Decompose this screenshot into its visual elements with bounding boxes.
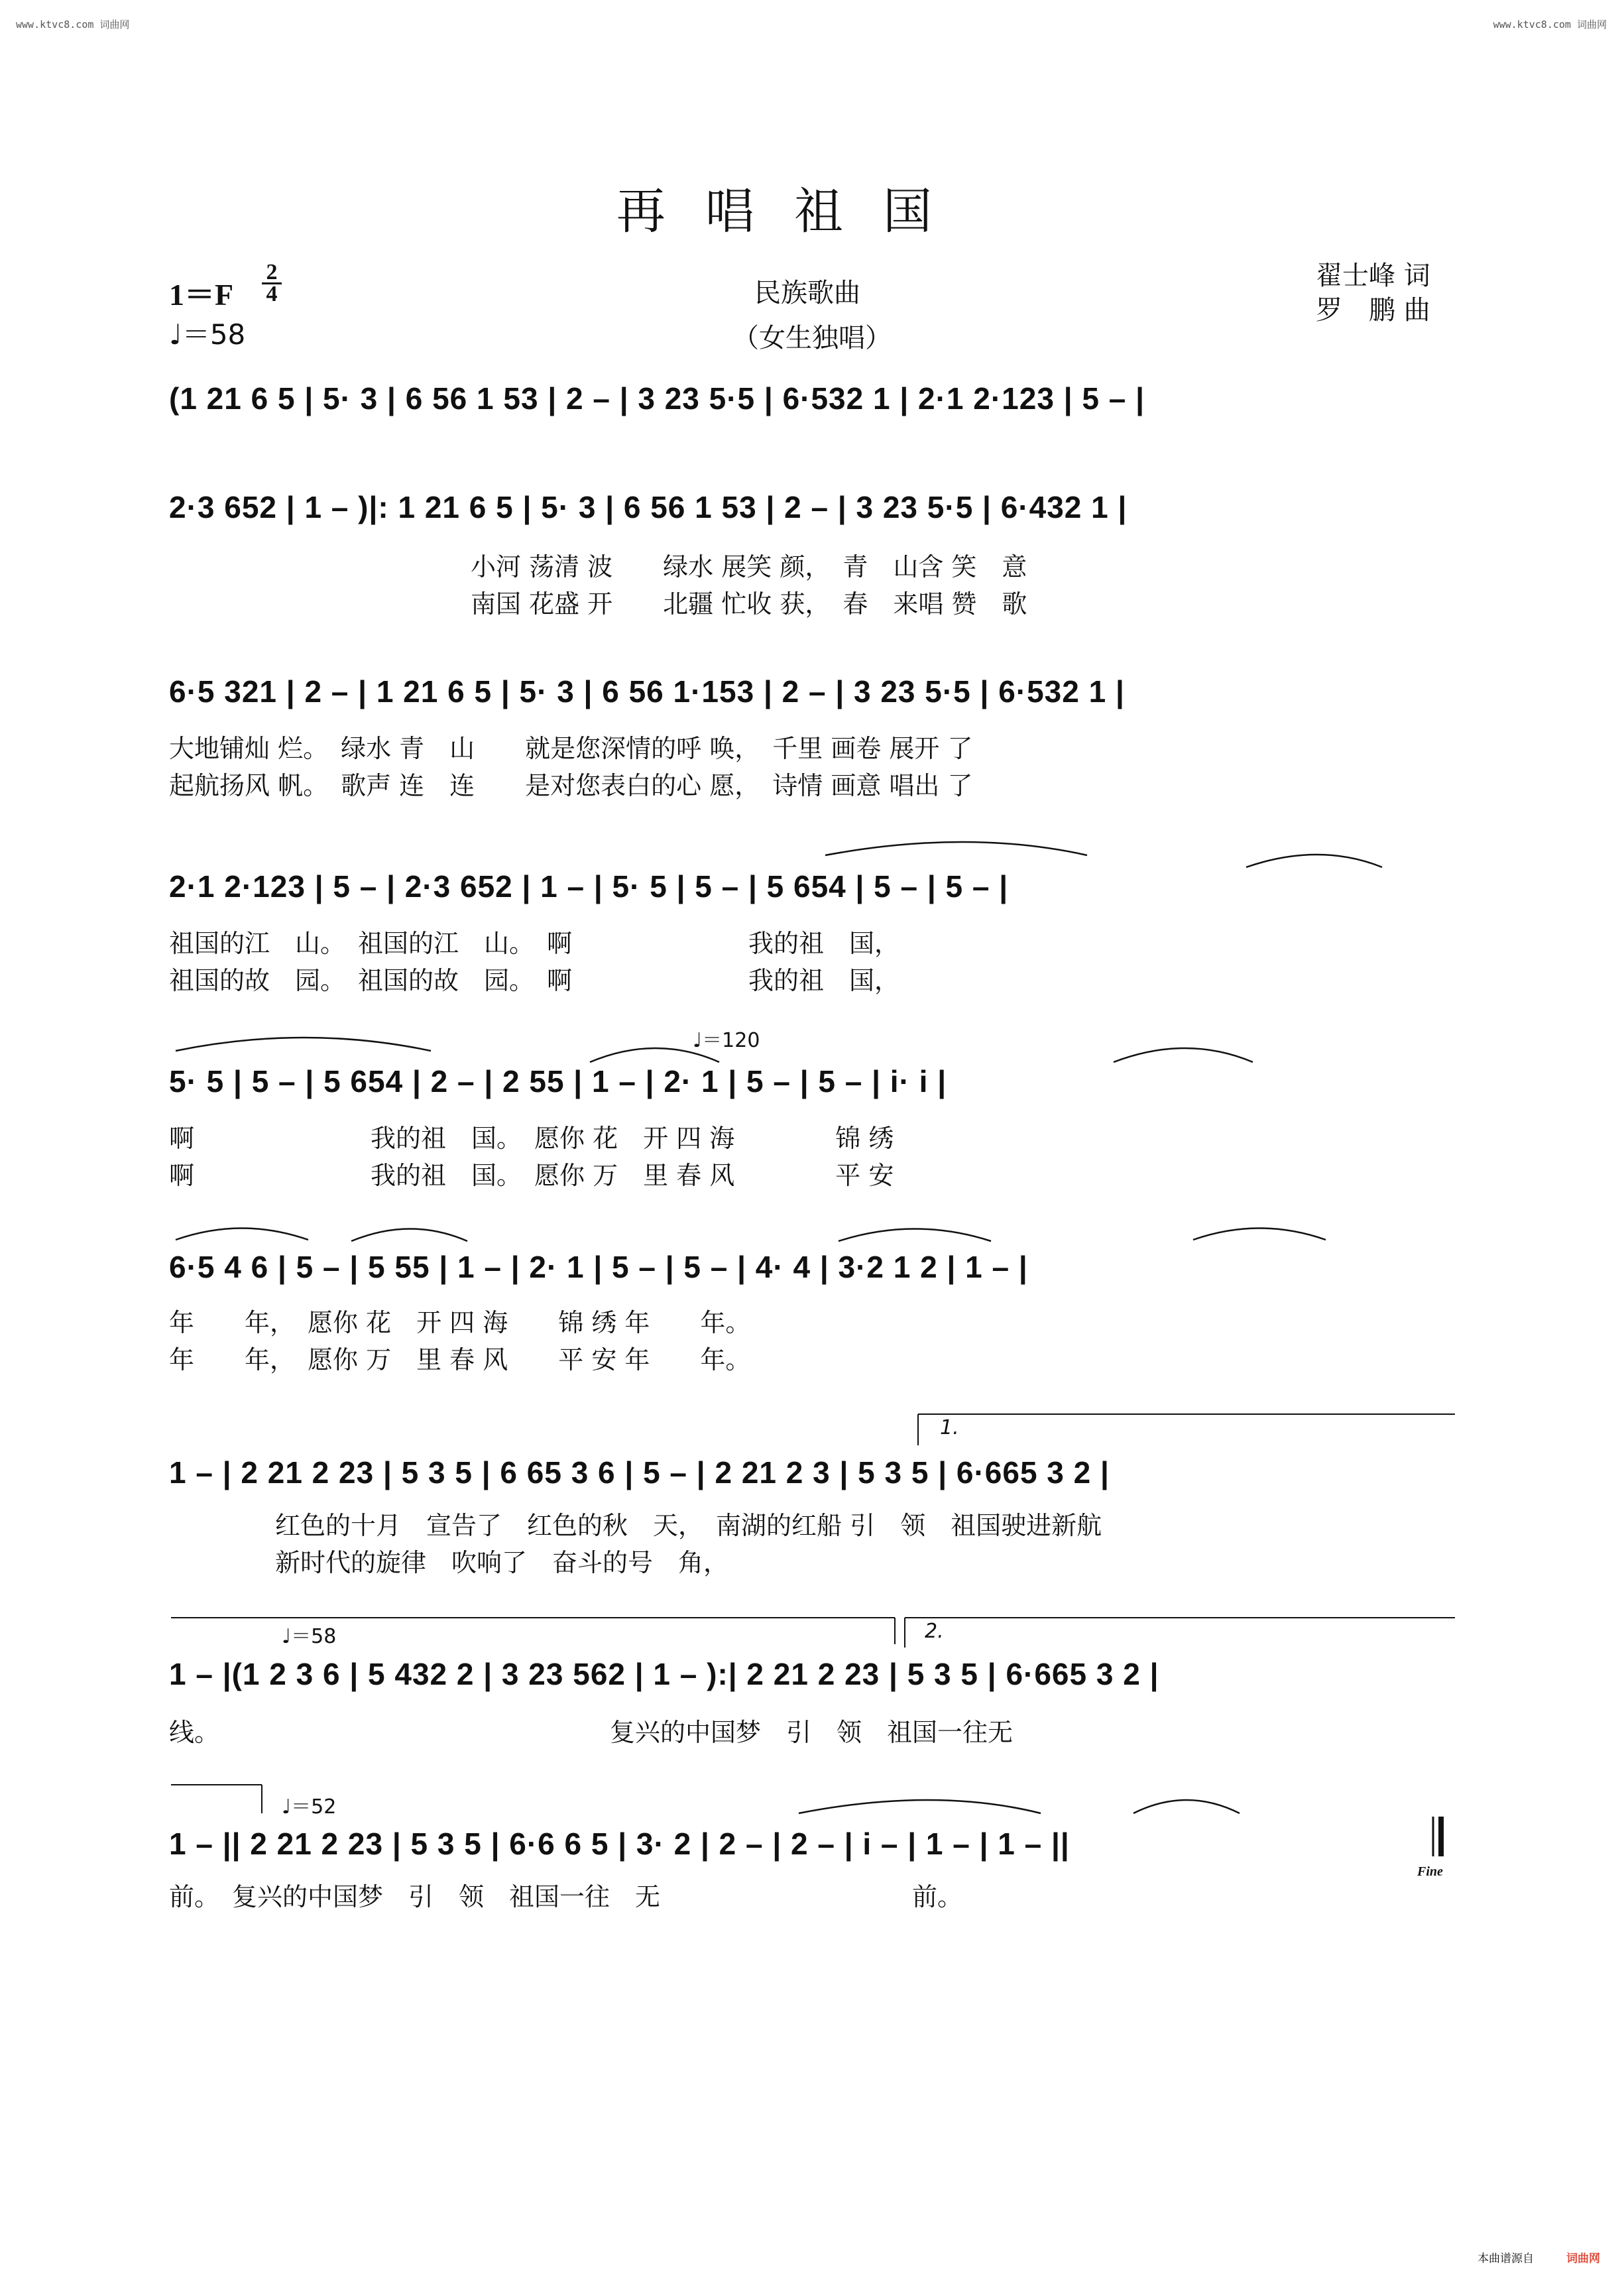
second-ending-bracket bbox=[905, 1618, 1455, 1648]
score-row-9-lyrics: 前。 复兴的中国梦 引 领 祖国一往 无 前。 bbox=[169, 1882, 963, 1911]
score-row-9-notes: 1 – || 2 21 2 23 | 5 3 5 | 6·6 6 5 | 3· 2 | 2 – | 2 – | i – | 1 – | 1 – || bbox=[169, 1827, 1070, 1861]
slur-row5-b bbox=[590, 1048, 719, 1062]
score-row-7-lyrics-verse1: 红色的十月 宣告了 红色的秋 天， 南湖的红船 引 领 祖国驶进新航 bbox=[275, 1511, 1102, 1540]
footer-source-text: 本曲谱源自 bbox=[1478, 2252, 1534, 2265]
composer-credit: 罗 鹏 曲 bbox=[1316, 295, 1430, 326]
score-row-8-notes: 1 – |(1 2 3 6 | 5 432 2 | 3 23 562 | 1 – ):| 2 21 2 23 | 5 3 5 | 6·665 3 2 | bbox=[169, 1657, 1159, 1691]
quarter-note-icon: ♩ bbox=[693, 1029, 703, 1052]
footer-brand: 词曲网 bbox=[1566, 2252, 1600, 2265]
score-row-3-lyrics-verse2: 起航扬风 帆。 歌声 连 连 是对您表白的心 愿， 诗情 画意 唱出 了 bbox=[169, 771, 973, 800]
genre-label: 民族歌曲 bbox=[754, 278, 860, 308]
tempo-change-52-value: ＝52 bbox=[291, 1795, 337, 1819]
slur-row6-c bbox=[839, 1229, 991, 1242]
score-row-1-notes: (1 21 6 5 | 5· 3 | 6 56 1 53 | 2 – | 3 23 5·5 | 6·532 1 | 2·1 2·123 | 5 – | bbox=[169, 381, 1145, 416]
score-row-2-lyrics-verse1: 小河 荡清 波 绿水 展笑 颜， 青 山含 笑 意 bbox=[471, 552, 1027, 581]
score-row-3-notes: 6·5 321 | 2 – | 1 21 6 5 | 5· 3 | 6 56 1·153 | 2 – | 3 23 5·5 | 6·532 1 | bbox=[169, 674, 1125, 709]
score-row-4-lyrics-verse1: 祖国的江 山。 祖国的江 山。 啊 我的祖 国， bbox=[169, 929, 900, 958]
slur-row5 bbox=[176, 1038, 431, 1051]
score-row-3-lyrics-verse1: 大地铺灿 烂。 绿水 青 山 就是您深情的呼 唤， 千里 画卷 展开 了 bbox=[169, 734, 973, 763]
page-title: 再唱祖国 bbox=[616, 183, 972, 240]
quarter-note-icon: ♩ bbox=[282, 1795, 292, 1819]
slur-row6-d bbox=[1193, 1229, 1326, 1240]
first-ending-label: 1. bbox=[940, 1416, 959, 1439]
score-row-4-notes: 2·1 2·123 | 5 – | 2·3 652 | 1 – | 5· 5 | 5 – | 5 654 | 5 – | 5 – | bbox=[169, 869, 1009, 904]
score-row-6-lyrics-verse2: 年 年， 愿你 万 里 春 风 平 安 年 年。 bbox=[169, 1345, 751, 1374]
score-row-6-lyrics-verse1: 年 年， 愿你 花 开 四 海 锦 绣 年 年。 bbox=[169, 1308, 751, 1337]
score-row-8-lyrics: 线。 复兴的中国梦 引 领 祖国一往无 bbox=[169, 1718, 1014, 1747]
tempo-change-58-value: ＝58 bbox=[291, 1625, 337, 1648]
lyricist-credit: 翟士峰 词 bbox=[1316, 261, 1430, 291]
slur-row9 bbox=[799, 1800, 1041, 1813]
tempo-value: ＝58 bbox=[182, 318, 246, 351]
second-ending-label: 2. bbox=[925, 1620, 944, 1643]
time-signature-bottom: 4 bbox=[266, 282, 278, 306]
second-ending-continuation bbox=[171, 1785, 262, 1813]
key-signature: 1＝F bbox=[169, 278, 234, 312]
site-watermark-right: www.ktvc8.com 词曲网 bbox=[1493, 19, 1607, 30]
score-row-5-lyrics-verse2: 啊 我的祖 国。 愿你 万 里 春 风 平 安 bbox=[169, 1161, 894, 1190]
slur-row9-b bbox=[1133, 1800, 1240, 1813]
performance-label: （女生独唱） bbox=[732, 323, 892, 353]
first-ending-bracket bbox=[918, 1414, 1455, 1445]
score-row-2-notes: 2·3 652 | 1 – )|: 1 21 6 5 | 5· 3 | 6 56 1 53 | 2 – | 3 23 5·5 | 6·432 1 | bbox=[169, 490, 1128, 524]
score-row-6-notes: 6·5 4 6 | 5 – | 5 55 | 1 – | 2· 1 | 5 – | 5 – | 4· 4 | 3·2 1 2 | 1 – | bbox=[169, 1250, 1028, 1284]
score-row-4-lyrics-verse2: 祖国的故 园。 祖国的故 园。 啊 我的祖 国， bbox=[169, 966, 900, 995]
score-row-2-lyrics-verse2: 南国 花盛 开 北疆 忙收 获， 春 来唱 赞 歌 bbox=[471, 589, 1027, 619]
slur-row4 bbox=[825, 842, 1087, 855]
quarter-note-icon: ♩ bbox=[169, 318, 182, 351]
tempo-change-120-value: ＝120 bbox=[702, 1029, 760, 1052]
slur-row5-c bbox=[1114, 1048, 1253, 1062]
slur-row6-b bbox=[351, 1229, 467, 1242]
slur-row6 bbox=[176, 1229, 308, 1240]
score-row-7-notes: 1 – | 2 21 2 23 | 5 3 5 | 6 65 3 6 | 5 – | 2 21 2 3 | 5 3 5 | 6·665 3 2 | bbox=[169, 1455, 1110, 1490]
time-signature-top: 2 bbox=[266, 260, 278, 284]
first-ending-continuation bbox=[171, 1618, 895, 1644]
quarter-note-icon: ♩ bbox=[282, 1625, 292, 1648]
score-row-7-lyrics-verse2: 新时代的旋律 吹响了 奋斗的号 角， bbox=[275, 1548, 729, 1577]
slur-row4-b bbox=[1246, 855, 1382, 867]
score-row-5-lyrics-verse1: 啊 我的祖 国。 愿你 花 开 四 海 锦 绣 bbox=[169, 1124, 894, 1153]
fine-marking: Fine bbox=[1417, 1864, 1443, 1879]
final-barline bbox=[1433, 1817, 1441, 1856]
score-row-5-notes: 5· 5 | 5 – | 5 654 | 2 – | 2 55 | 1 – | 2· 1 | 5 – | 5 – | i· i | bbox=[169, 1064, 947, 1099]
site-watermark-left: www.ktvc8.com 词曲网 bbox=[16, 19, 130, 30]
